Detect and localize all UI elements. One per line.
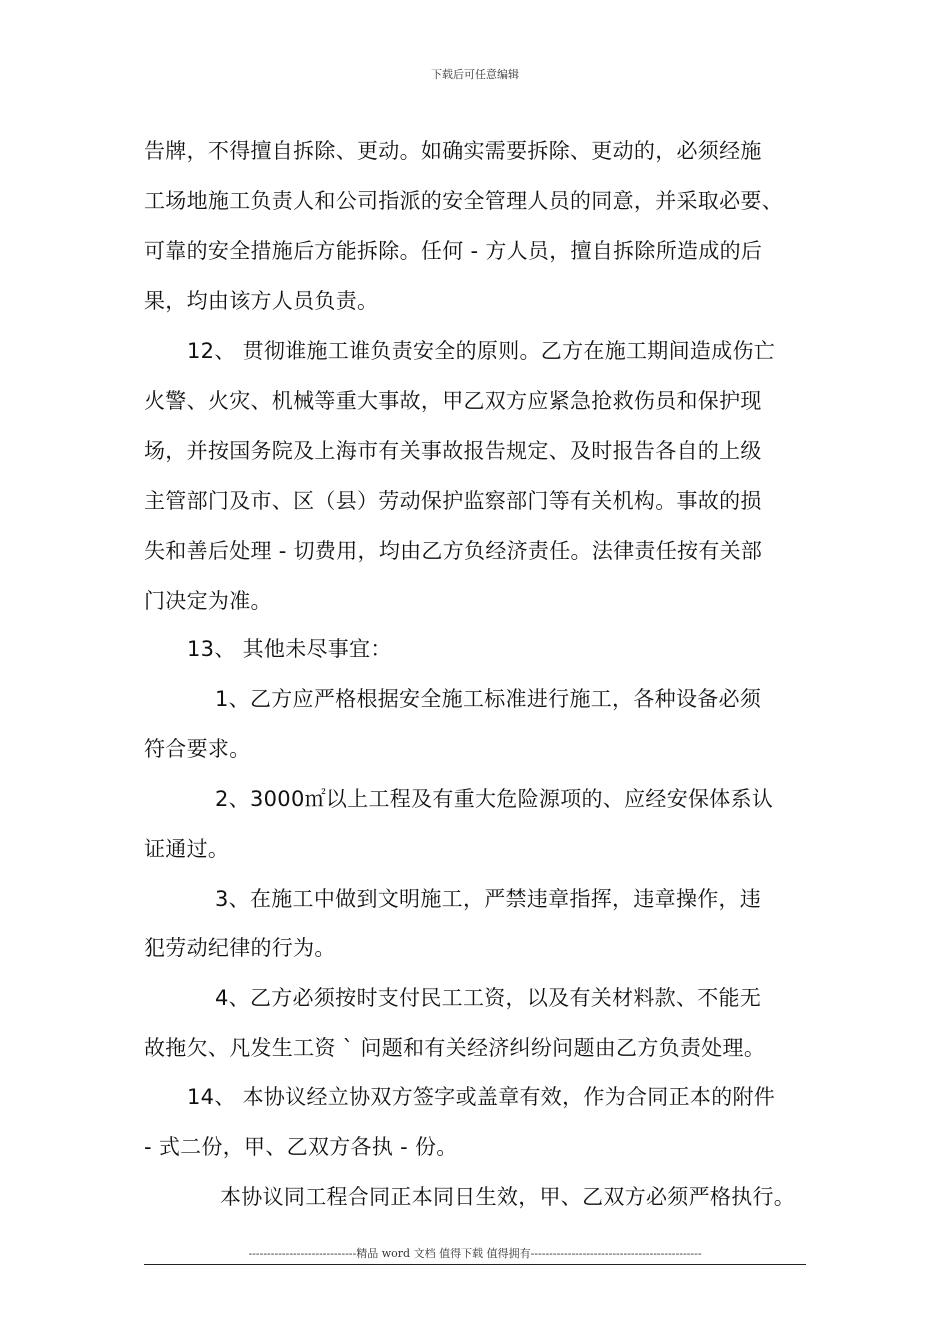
body-line: 4、乙方必须按时支付民工工资，以及有关材料款、不能无 xyxy=(215,986,762,1010)
body-line: 1、乙方应严格根据安全施工标准进行施工，各种设备必须 xyxy=(215,687,762,711)
body-line: 证通过。 xyxy=(144,837,230,861)
body-line: 12、 贯彻谁施工谁负责安全的原则。乙方在施工期间造成伤亡 xyxy=(187,339,776,363)
page-header-note: 下载后可任意编辑 xyxy=(431,68,519,81)
body-line: - 式二份，甲、乙双方各执 - 份。 xyxy=(144,1135,458,1159)
body-line: 14、 本协议经立协双方签字或盖章有效，作为合同正本的附件 xyxy=(187,1085,776,1109)
body-line: 故拖欠、凡发生工资 ` 问题和有关经济纠纷问题由乙方负责处理。 xyxy=(144,1036,766,1060)
body-line: 可靠的安全措施后方能拆除。任何 - 方人员，擅自拆除所造成的后 xyxy=(144,239,763,263)
body-line: 犯劳动纪律的行为。 xyxy=(144,936,336,960)
body-line: 符合要求。 xyxy=(144,737,251,761)
body-line: 13、 其他未尽事宜： xyxy=(187,637,392,661)
body-line: 告牌，不得擅自拆除、更动。如确实需要拆除、更动的，必须经施 xyxy=(144,139,762,163)
body-line: 主管部门及市、区（县）劳动保护监察部门等有关机构。事故的损 xyxy=(144,489,762,513)
body-line: 3、在施工中做到文明施工，严禁违章指挥，违章操作，违 xyxy=(215,887,762,911)
body-line: 本协议同工程合同正本同日生效，甲、乙双方必须严格执行。 xyxy=(220,1185,796,1209)
body-line: 工场地施工负责人和公司指派的安全管理人员的同意，并采取必要、 xyxy=(144,189,783,213)
body-line: 2、3000㎡以上工程及有重大危险源项的、应经安保体系认 xyxy=(215,787,774,811)
body-line: 门决定为准。 xyxy=(144,589,272,613)
body-line: 火警、火灾、机械等重大事故，甲乙双方应紧急抢救伤员和保护现 xyxy=(144,389,762,413)
body-line: 场，并按国务院及上海市有关事故报告规定、及时报告各自的上级 xyxy=(144,439,762,463)
body-line: 失和善后处理 - 切费用，均由乙方负经济责任。法律责任按有关部 xyxy=(144,539,763,563)
page-footer-note: -----------------------------精品 word 文档 值得下载 值得拥有---------------------------------------------- xyxy=(248,1247,702,1260)
footer-divider xyxy=(144,1264,806,1265)
body-line: 果，均由该方人员负责。 xyxy=(144,289,379,313)
